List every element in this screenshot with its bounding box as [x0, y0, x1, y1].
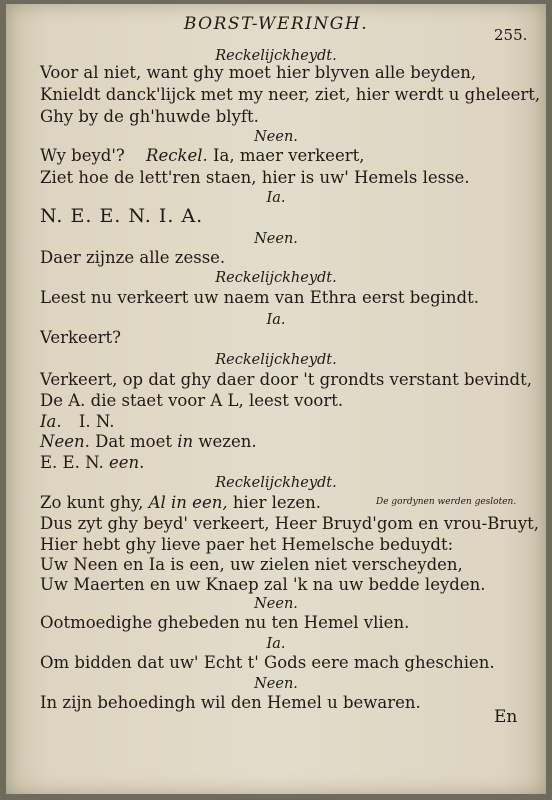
- speaker-heading: Reckelijckheydt.: [215, 475, 337, 491]
- verse-text: E. E. N.: [40, 453, 104, 472]
- speaker-heading: Ia.: [266, 190, 286, 206]
- verse-line: [40, 454, 144, 472]
- running-title: BORST-WERINGH.: [183, 14, 369, 34]
- verse-line: Voor al niet, want ghy moet hier blyven alle beyden,: [40, 63, 477, 82]
- speaker-heading: Neen.: [254, 129, 298, 145]
- verse-line: De A. die staet voor A L, leest voort.: [40, 391, 344, 410]
- verse-text: hier lezen.: [232, 493, 322, 512]
- verse-text: Wy beyd'?: [40, 146, 125, 165]
- verse-emphasis: in: [177, 432, 194, 451]
- speaker-heading: Reckelijckheydt.: [215, 48, 337, 64]
- verse-text: Dat moet: [95, 432, 173, 451]
- verse-line: Ootmoedighe ghebeden nu ten Hemel vlien.: [40, 613, 410, 632]
- verse-line: [40, 494, 321, 512]
- verse-line: Dus zyt ghy beyd' verkeert, Heer Bruyd'gom en vrou-Bruyt,: [40, 514, 540, 533]
- catchword: En: [494, 707, 518, 727]
- verse-line: Uw Neen en Ia is een, uw zielen niet verscheyden,: [40, 555, 463, 574]
- stage-direction: De gordynen werden gesloten.: [376, 497, 517, 507]
- speaker-heading: Reckelijckheydt.: [215, 352, 337, 368]
- speaker-inline: Neen.: [40, 432, 90, 451]
- verse-line: Daer zijnze alle zesse.: [40, 248, 226, 267]
- verse-text: Ia, maer verkeert,: [212, 146, 365, 165]
- speaker-heading: Neen.: [254, 231, 298, 247]
- verse-line: [40, 413, 115, 431]
- verse-line: Knieldt danck'lijck met my neer, ziet, hier werdt u gheleert,: [40, 85, 541, 104]
- verse-line: Verkeert?: [40, 328, 121, 347]
- speaker-heading: Neen.: [254, 596, 298, 612]
- speaker-inline: Ia.: [40, 412, 62, 431]
- page-number: 255.: [494, 26, 528, 44]
- verse-line: Verkeert, op dat ghy daer door 't grondts verstant bevindt,: [40, 370, 532, 389]
- verse-line: [40, 433, 257, 451]
- verse-text: wezen.: [198, 432, 257, 451]
- speaker-heading: Ia.: [266, 312, 286, 328]
- verse-line: [40, 147, 364, 165]
- verse-line: Ghy by de gh'huwde blyft.: [40, 107, 259, 126]
- verse-line: Om bidden dat uw' Echt t' Gods eere mach gheschien.: [40, 653, 495, 672]
- speaker-heading: Neen.: [254, 676, 298, 692]
- verse-line: Leest nu verkeert uw naem van Ethra eerst begindt.: [40, 288, 479, 307]
- verse-emphasis: een.: [108, 453, 145, 472]
- verse-text: I. N.: [78, 412, 115, 431]
- verse-emphasis: Al in een,: [148, 493, 228, 512]
- verse-text: Zo kunt ghy,: [40, 493, 144, 512]
- speaker-inline: Reckel.: [146, 146, 208, 165]
- verse-line: Ziet hoe de lett'ren staen, hier is uw' Hemels lesse.: [40, 168, 470, 187]
- verse-line: N. E. E. N. I. A.: [40, 205, 204, 227]
- verse-line: Hier hebt ghy lieve paer het Hemelsche beduydt:: [40, 535, 454, 554]
- verse-line: Uw Maerten en uw Knaep zal 'k na uw bedde leyden.: [40, 575, 486, 594]
- verse-line: In zijn behoedingh wil den Hemel u bewaren.: [40, 693, 421, 712]
- speaker-heading: Ia.: [266, 636, 286, 652]
- speaker-heading: Reckelijckheydt.: [215, 270, 337, 286]
